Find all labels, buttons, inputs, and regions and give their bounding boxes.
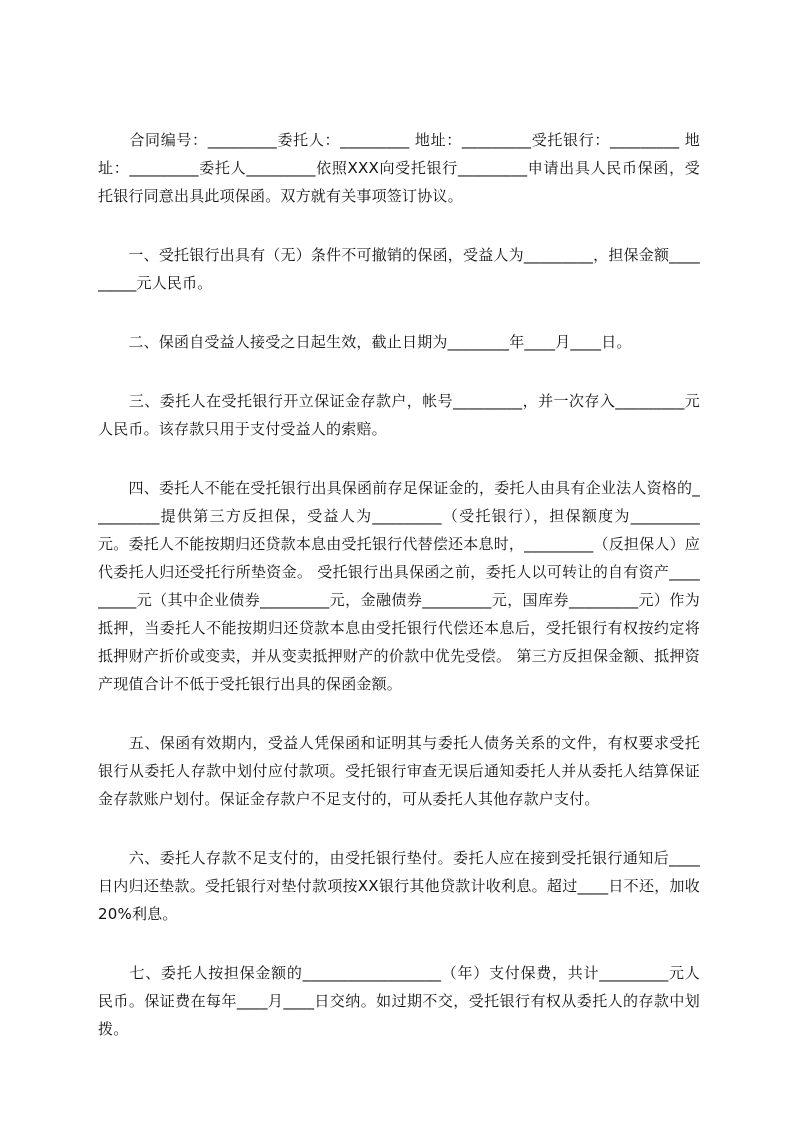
clause-2: 二、保函自受益人接受之日起生效，截止日期为________年____月____日。 [98, 333, 632, 351]
clause-1: 一、受托银行出具有（无）条件不可撤销的保函，受益人为_________，担保金额_________元人民币。 [98, 246, 700, 292]
clause-6: 六、委托人存款不足支付的，由受托银行垫付。委托人应在接到受托银行通知后____日内归还垫款。受托银行对垫付款项按XX银行其他贷款计收利息。超过____日不还，加收20%利息。 [98, 849, 700, 923]
clause-3: 三、委托人在受托银行开立保证金存款户，帐号_________，并一次存入_________元人民币。该存款只用于支付受益人的索赔。 [98, 392, 700, 438]
clause-5: 五、保函有效期内，受益人凭保函和证明其与委托人债务关系的文件，有权要求受托银行从委托人存款中划付应付款项。受托银行审查无误后通知委托人并从委托人结算保证金存款账户划付。保证金存款户不足支付的，可从委托人其他存款户支付。 [98, 734, 700, 808]
document-body [98, 126, 700, 1043]
contract-intro: 合同编号：_________委托人：_________ 地址：_________受托银行：_________ 地址：_________委托人_________依照XXX向受托银行_________申请出具人民币保函，受托银行同意出具此项保函。双方就有关事项签订协议。 [98, 131, 700, 205]
clause-4: 四、委托人不能在受托银行出具保函前存足保证金的，委托人由具有企业法人资格的_________提供第三方反担保，受益人为_________（受托银行），担保额度为_________元。委托人不能按期归还贷款本息由受托银行代替偿还本息时，_________（反担保人）应代委托人归还受托行所垫资金。 受托银行出具保函之前，委托人以可转让的自有资产_________元（其中企业债券_________元，金融债券_________元，国库券_________元）作为抵押，当委托人不能按期归还贷款本息由受托银行代偿还本息后，受托银行有权按约定将抵押财产折价或变卖，并从变卖抵押财产的价款中优先受偿。 第三方反担保金额、抵押资产现值合计不低于受托银行出具的保函金额。 [98, 479, 700, 693]
clause-7: 七、委托人按担保金额的__________________（年）支付保费，共计_________元人民币。保证费在每年____月____日交纳。如过期不交，受托银行有权从委托人的存款中划拨。 [98, 964, 700, 1038]
